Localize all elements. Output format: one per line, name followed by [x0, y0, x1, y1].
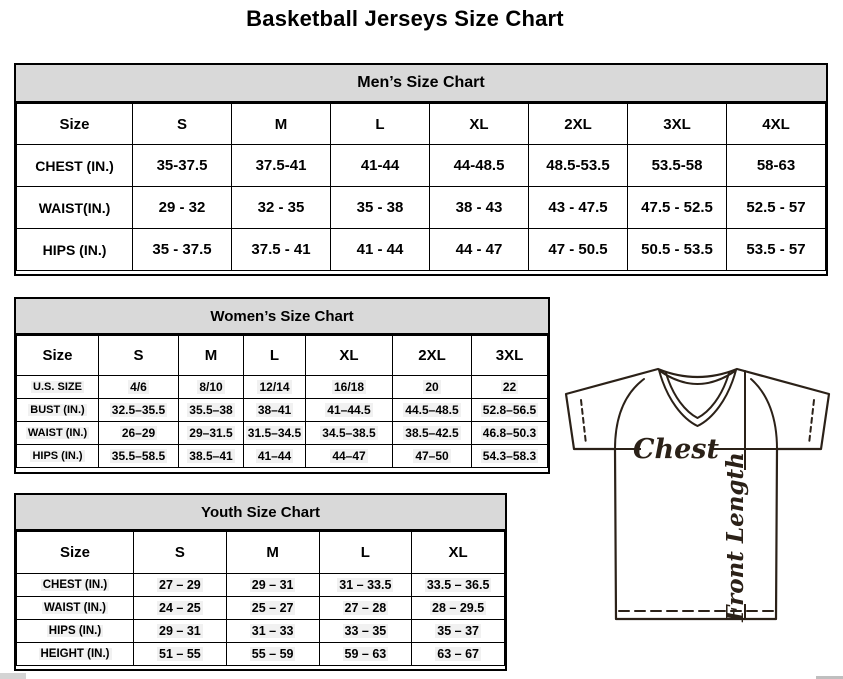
- womens-size-chart-section: [14, 297, 550, 474]
- row-label: CHEST (IN.): [17, 574, 134, 597]
- row-label: BUST (IN.): [17, 399, 99, 422]
- row-label: HIPS (IN.): [17, 229, 133, 271]
- size-value-cell: 53.5-58: [628, 145, 727, 187]
- size-value-cell: 29–31.5: [179, 422, 244, 445]
- size-value-cell: 43 - 47.5: [529, 187, 628, 229]
- size-value-cell: 27 – 29: [134, 574, 227, 597]
- size-value-cell: 54.3–58.3: [472, 445, 548, 468]
- size-value-cell: 20: [393, 376, 472, 399]
- size-value-cell: 63 – 67: [412, 643, 505, 666]
- size-value-cell: 24 – 25: [134, 597, 227, 620]
- size-value-cell: 48.5-53.5: [529, 145, 628, 187]
- size-value-cell: 44–47: [306, 445, 393, 468]
- row-label: WAIST (IN.): [17, 597, 134, 620]
- size-value-cell: 28 – 29.5: [412, 597, 505, 620]
- size-value-cell: 29 - 32: [133, 187, 232, 229]
- size-value-cell: 8/10: [179, 376, 244, 399]
- size-value-cell: 31 – 33: [226, 620, 319, 643]
- column-header: Size: [17, 336, 99, 376]
- table-row: [17, 597, 505, 620]
- column-header: L: [244, 336, 306, 376]
- size-value-cell: 37.5-41: [232, 145, 331, 187]
- size-value-cell: 12/14: [244, 376, 306, 399]
- row-label: HEIGHT (IN.): [17, 643, 134, 666]
- mens-size-table: [16, 103, 826, 271]
- size-value-cell: 47.5 - 52.5: [628, 187, 727, 229]
- mens-chart-title: Men’s Size Chart: [16, 65, 826, 103]
- row-label: HIPS (IN.): [17, 620, 134, 643]
- size-value-cell: 47 - 50.5: [529, 229, 628, 271]
- size-value-cell: 38–41: [244, 399, 306, 422]
- size-value-cell: 52.5 - 57: [727, 187, 826, 229]
- table-row: [17, 620, 505, 643]
- womens-chart-title: Women’s Size Chart: [16, 299, 548, 335]
- size-value-cell: 16/18: [306, 376, 393, 399]
- column-header: S: [134, 532, 227, 574]
- table-row: [17, 643, 505, 666]
- size-value-cell: 41-44: [331, 145, 430, 187]
- womens-size-table: [16, 335, 548, 468]
- row-label: HIPS (IN.): [17, 445, 99, 468]
- column-header: 2XL: [393, 336, 472, 376]
- size-value-cell: 35.5–58.5: [99, 445, 179, 468]
- table-row: [17, 145, 826, 187]
- size-value-cell: 46.8–50.3: [472, 422, 548, 445]
- size-value-cell: 22: [472, 376, 548, 399]
- column-header: 2XL: [529, 104, 628, 145]
- size-value-cell: 44.5–48.5: [393, 399, 472, 422]
- header-row: [17, 336, 548, 376]
- size-value-cell: 38.5–41: [179, 445, 244, 468]
- column-header: XL: [412, 532, 505, 574]
- column-header: 3XL: [472, 336, 548, 376]
- jersey-measurement-diagram: [555, 360, 840, 630]
- table-row: [17, 574, 505, 597]
- table-row: [17, 229, 826, 271]
- column-header: 4XL: [727, 104, 826, 145]
- size-value-cell: 44-48.5: [430, 145, 529, 187]
- row-label: WAIST (IN.): [17, 422, 99, 445]
- size-value-cell: 38.5–42.5: [393, 422, 472, 445]
- size-value-cell: 52.8–56.5: [472, 399, 548, 422]
- size-value-cell: 41–44.5: [306, 399, 393, 422]
- column-header: M: [226, 532, 319, 574]
- column-header: S: [99, 336, 179, 376]
- jersey-outline: [566, 369, 829, 619]
- youth-chart-title: Youth Size Chart: [16, 495, 505, 531]
- size-value-cell: 35.5–38: [179, 399, 244, 422]
- size-value-cell: 29 – 31: [226, 574, 319, 597]
- size-value-cell: 33 – 35: [319, 620, 412, 643]
- column-header: Size: [17, 532, 134, 574]
- column-header: XL: [306, 336, 393, 376]
- mens-size-chart-section: [14, 63, 828, 276]
- row-label: WAIST(IN.): [17, 187, 133, 229]
- size-value-cell: 32 - 35: [232, 187, 331, 229]
- size-value-cell: 55 – 59: [226, 643, 319, 666]
- size-value-cell: 47–50: [393, 445, 472, 468]
- size-value-cell: 53.5 - 57: [727, 229, 826, 271]
- column-header: L: [319, 532, 412, 574]
- chest-label: Chest: [633, 434, 719, 465]
- size-value-cell: 32.5–35.5: [99, 399, 179, 422]
- table-row: [17, 422, 548, 445]
- youth-size-chart-section: [14, 493, 507, 671]
- size-value-cell: 35-37.5: [133, 145, 232, 187]
- size-value-cell: 33.5 – 36.5: [412, 574, 505, 597]
- size-value-cell: 34.5–38.5: [306, 422, 393, 445]
- size-value-cell: 27 – 28: [319, 597, 412, 620]
- size-value-cell: 41–44: [244, 445, 306, 468]
- size-value-cell: 4/6: [99, 376, 179, 399]
- size-value-cell: 31 – 33.5: [319, 574, 412, 597]
- size-value-cell: 29 – 31: [134, 620, 227, 643]
- table-row: [17, 399, 548, 422]
- size-value-cell: 37.5 - 41: [232, 229, 331, 271]
- column-header: M: [232, 104, 331, 145]
- column-header: XL: [430, 104, 529, 145]
- row-label: U.S. SIZE: [17, 376, 99, 399]
- size-value-cell: 35 – 37: [412, 620, 505, 643]
- youth-size-table: [16, 531, 505, 666]
- table-row: [17, 187, 826, 229]
- size-value-cell: 38 - 43: [430, 187, 529, 229]
- size-value-cell: 58-63: [727, 145, 826, 187]
- row-label: CHEST (IN.): [17, 145, 133, 187]
- size-value-cell: 31.5–34.5: [244, 422, 306, 445]
- size-value-cell: 35 - 37.5: [133, 229, 232, 271]
- size-value-cell: 25 – 27: [226, 597, 319, 620]
- horizontal-scrollbar-thumb[interactable]: [0, 673, 26, 679]
- size-value-cell: 41 - 44: [331, 229, 430, 271]
- column-header: 3XL: [628, 104, 727, 145]
- size-value-cell: 51 – 55: [134, 643, 227, 666]
- page-title: Basketball Jerseys Size Chart: [246, 6, 564, 31]
- column-header: L: [331, 104, 430, 145]
- size-value-cell: 59 – 63: [319, 643, 412, 666]
- column-header: S: [133, 104, 232, 145]
- size-value-cell: 50.5 - 53.5: [628, 229, 727, 271]
- front-length-label: Front Length: [722, 452, 749, 622]
- size-value-cell: 35 - 38: [331, 187, 430, 229]
- size-value-cell: 44 - 47: [430, 229, 529, 271]
- table-row: [17, 445, 548, 468]
- table-row: [17, 376, 548, 399]
- header-row: [17, 532, 505, 574]
- column-header: Size: [17, 104, 133, 145]
- column-header: M: [179, 336, 244, 376]
- header-row: [17, 104, 826, 145]
- size-value-cell: 26–29: [99, 422, 179, 445]
